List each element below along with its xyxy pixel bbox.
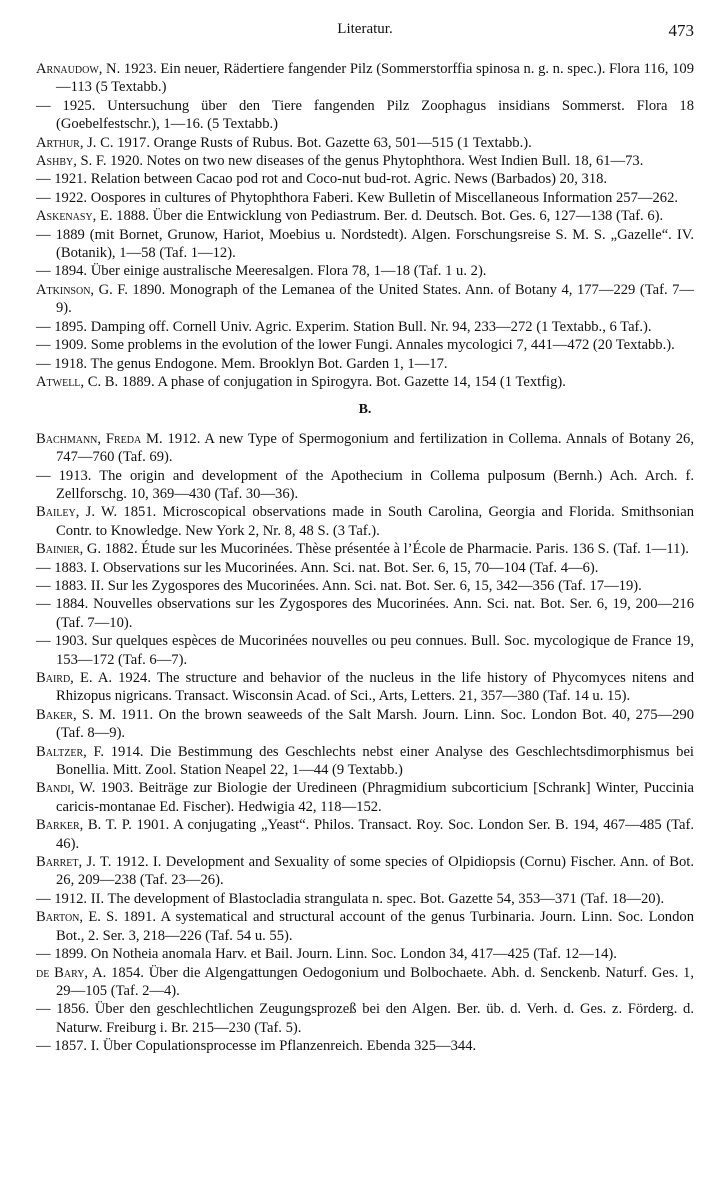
entry-author: Atkinson, G. F.: [36, 281, 128, 298]
bibliography-entry: [36, 97, 694, 134]
bibliography-entry: [36, 355, 694, 373]
entry-text: — 1889 (mit Bornet, Grunow, Hariot, Moebius u. Nordstedt). Algen. Forschungsreise S. M. S. „Gazelle“. IV. (Botanik), 1—58 (Taf. 1—12).: [36, 226, 694, 262]
entry-text: — 1883. I. Observations sur les Mucorinées. Ann. Sci. nat. Bot. Ser. 6, 15, 70—104 (Taf. 4—6).: [36, 559, 599, 576]
bibliography-entry: [36, 189, 694, 207]
entry-text: 1890. Monograph of the Lemanea of the United States. Ann. of Botany 4, 177—229 (Taf. 7—9).: [56, 281, 694, 317]
bibliography-entry: [36, 1037, 694, 1055]
bibliography-entry: [36, 908, 694, 945]
entry-text: — 1856. Über den geschlechtlichen Zeugungsprozeß bei den Algen. Ber. üb. d. Verh. d. Ges. z. Förderg. d. Naturw. Freiburg i. Br. 215—230 (Taf. 5).: [36, 1001, 694, 1036]
entry-text: — 1899. On Notheia anomala Harv. et Bail. Journ. Linn. Soc. London 34, 417—425 (Taf. 12—14).: [36, 946, 617, 963]
entry-text: — 1918. The genus Endogone. Mem. Brooklyn Bot. Garden 1, 1—17.: [36, 355, 448, 372]
entry-author: Barton, E. S.: [36, 909, 118, 926]
entry-text: — 1884. Nouvelles observations sur les Zygospores des Mucorinées. Ann. Sci. nat. Bot. Ser. 6, 19, 200—216 (Taf. 7—10).: [36, 596, 694, 631]
entry-author: Baker, S. M.: [36, 706, 116, 723]
bibliography-entry: [36, 706, 694, 743]
entry-text: — 1913. The origin and development of the Apothecium in Collema pulposum (Bernh.) Ach. Arch. f. Zellforschg. 10, 369—430 (Taf. 30—36).: [36, 467, 694, 502]
entry-text: 1882. Étude sur les Mucorinées. Thèse présentée à l’École de Pharmacie. Paris. 136 S. (Taf. 1—11).: [101, 541, 689, 558]
running-header: [36, 20, 694, 44]
entry-author: de Bary, A.: [36, 964, 107, 981]
running-title: Literatur.: [337, 21, 393, 37]
entry-text: — 1883. II. Sur les Zygospores des Mucorinées. Ann. Sci. nat. Bot. Ser. 6, 15, 342—356 (Taf. 17—19).: [36, 577, 642, 594]
bibliography-entry: [36, 559, 694, 577]
bibliography-entry: [36, 669, 694, 706]
entry-text: 1912. I. Development and Sexuality of some species of Olpidiopsis (Cornu) Fischer. Ann. of Bot. 26, 209—238 (Taf. 23—26).: [56, 854, 694, 889]
bibliography-entry: [36, 964, 694, 1001]
entry-text: 1917. Orange Rusts of Rubus. Bot. Gazette 63, 501—515 (1 Textabb.).: [113, 134, 532, 151]
entry-text: 1914. Die Bestimmung des Geschlechts nebst einer Analyse des Geschlechtsdimorphismus bei Bonellia. Mitt. Zool. Station Neapel 22, 1—44 (9 Textabb.): [56, 743, 694, 779]
bibliography-entry: [36, 207, 694, 225]
bibliography-entry: [36, 281, 694, 318]
entry-text: — 1925. Untersuchung über den Tiere fangenden Pilz Zoophagus insidians Sommerst. Flora 18 (Goebelfestschr.), 1—16. (5 Textabb.): [36, 97, 694, 133]
bibliography-entry: [36, 743, 694, 780]
entry-text: 1888. Über die Entwicklung von Pediastrum. Ber. d. Deutsch. Bot. Ges. 6, 127—138 (Taf. 6).: [112, 208, 664, 225]
entry-author: Bailey, J. W.: [36, 504, 118, 521]
bibliography-entry: [36, 430, 694, 467]
bibliography-entry: [36, 152, 694, 170]
bibliography-entry: [36, 170, 694, 188]
entry-author: Atwell, C. B.: [36, 373, 119, 390]
entry-text: 1912. A new Type of Spermogonium and fertilization in Collema. Annals of Botany 26, 747—760 (Taf. 69).: [56, 430, 694, 466]
bibliography-entry: [36, 373, 694, 391]
entry-author: Baltzer, F.: [36, 743, 105, 760]
bibliography-section-b: [36, 430, 694, 1056]
bibliography-entry: [36, 853, 694, 890]
entry-author: Askenasy, E.: [36, 208, 113, 225]
entry-text: 1911. On the brown seaweeds of the Salt Marsh. Journ. Linn. Soc. London Bot. 40, 275—290 (Taf. 8—9).: [56, 706, 695, 742]
bibliography-entry: [36, 134, 694, 152]
bibliography-entry: [36, 60, 694, 97]
entry-text: 1924. The structure and behavior of the nucleus in the life history of Phycomyces nitens and Rhizopus nigricans. Transact. Wisconsin Acad. of Sci., Arts, Letters. 21, 357—380 (Taf. 14 u. 15).: [56, 670, 694, 705]
entry-text: 1851. Microscopical observations made in South Carolina, Georgia and Florida. Smithsonian Contr. to Knowledge. New York 2, Nr. 8, 48 S. (3 Taf.).: [56, 504, 694, 539]
bibliography-entry: [36, 336, 694, 354]
entry-author: Ashby, S. F.: [36, 153, 107, 170]
entry-text: 1903. Beiträge zur Biologie der Uredineen (Phragmidium subcorticium [Schrank] Winter, Puccinia caricis-montanae Ed. Fischer). Hedwigia 42, 118—152.: [56, 780, 694, 815]
entry-text: — 1894. Über einige australische Meeresalgen. Flora 78, 1—18 (Taf. 1 u. 2).: [36, 263, 487, 280]
entry-text: 1854. Über die Algengattungen Oedogonium und Bolbochaete. Abh. d. Senckenb. Naturf. Ges. 1, 29—105 (Taf. 2—4).: [56, 964, 694, 999]
bibliography-section-a: [36, 60, 694, 391]
entry-author: Barret, J. T.: [36, 854, 112, 871]
entry-text: — 1921. Relation between Cacao pod rot and Coco-nut bud-rot. Agric. News (Barbados) 20, 318.: [36, 171, 608, 188]
entry-author: Bachmann, Freda M.: [36, 430, 163, 447]
entry-text: 1920. Notes on two new diseases of the genus Phytophthora. West Indien Bull. 18, 61—73.: [106, 153, 644, 170]
entry-text: — 1903. Sur quelques espèces de Mucorinées nouvelles ou peu connues. Bull. Soc. mycologique de France 19, 153—172 (Taf. 6—7).: [36, 633, 694, 668]
bibliography-entry: [36, 816, 694, 853]
entry-text: 1889. A phase of conjugation in Spirogyra. Bot. Gazette 14, 154 (1 Textfig).: [118, 373, 566, 390]
bibliography-entry: [36, 226, 694, 263]
entry-author: Bandi, W.: [36, 780, 96, 797]
bibliography-entry: [36, 1000, 694, 1037]
entry-author: Baird, E. A.: [36, 670, 113, 686]
entry-author: Arnaudow, N.: [36, 61, 121, 77]
section-letter-b: B.: [358, 402, 372, 418]
bibliography-entry: [36, 595, 694, 632]
bibliography-entry: [36, 632, 694, 669]
bibliography-entry: [36, 577, 694, 595]
entry-text: — 1857. I. Über Copulationsprocesse im Pflanzenreich. Ebenda 325—344.: [36, 1038, 477, 1055]
entry-text: — 1922. Oospores in cultures of Phytophthora Faberi. Kew Bulletin of Miscellaneous Information 257—262.: [36, 189, 679, 206]
entry-text: 1901. A conjugating „Yeast“. Philos. Transact. Roy. Soc. London Ser. B. 194, 467—485 (Taf. 46).: [56, 817, 694, 852]
entry-text: 1923. Ein neuer, Rädertiere fangender Pilz (Sommerstorffia spinosa n. g. n. spec.). Flora 116, 109—113 (5 Textabb.): [56, 61, 694, 96]
entry-text: — 1895. Damping off. Cornell Univ. Agric. Experim. Station Bull. Nr. 94, 233—272 (1 Textabb., 6 Taf.).: [36, 318, 652, 335]
bibliography-entry: [36, 890, 694, 908]
page-number: 473: [668, 21, 694, 40]
bibliography-entry: [36, 262, 694, 280]
bibliography-entry: [36, 945, 694, 963]
entry-text: 1891. A systematical and structural account of the genus Turbinaria. Journ. Linn. Soc. London Bot., 2. Ser. 3, 218—226 (Taf. 54 u. 55).: [56, 909, 694, 944]
bibliography-entry: [36, 779, 694, 816]
entry-author: Arthur, J. C.: [36, 134, 114, 151]
entry-text: — 1909. Some problems in the evolution of the lower Fungi. Annales mycologici 7, 441—472 (20 Textabb.).: [36, 337, 675, 354]
bibliography-entry: [36, 503, 694, 540]
bibliography-entry: [36, 318, 694, 336]
entry-text: — 1912. II. The development of Blastocladia strangulata n. spec. Bot. Gazette 54, 353—371 (Taf. 18—20).: [36, 890, 665, 907]
entry-author: Barker, B. T. P.: [36, 817, 132, 834]
bibliography-entry: [36, 540, 694, 558]
entry-author: Bainier, G.: [36, 541, 102, 558]
bibliography-entry: [36, 467, 694, 504]
